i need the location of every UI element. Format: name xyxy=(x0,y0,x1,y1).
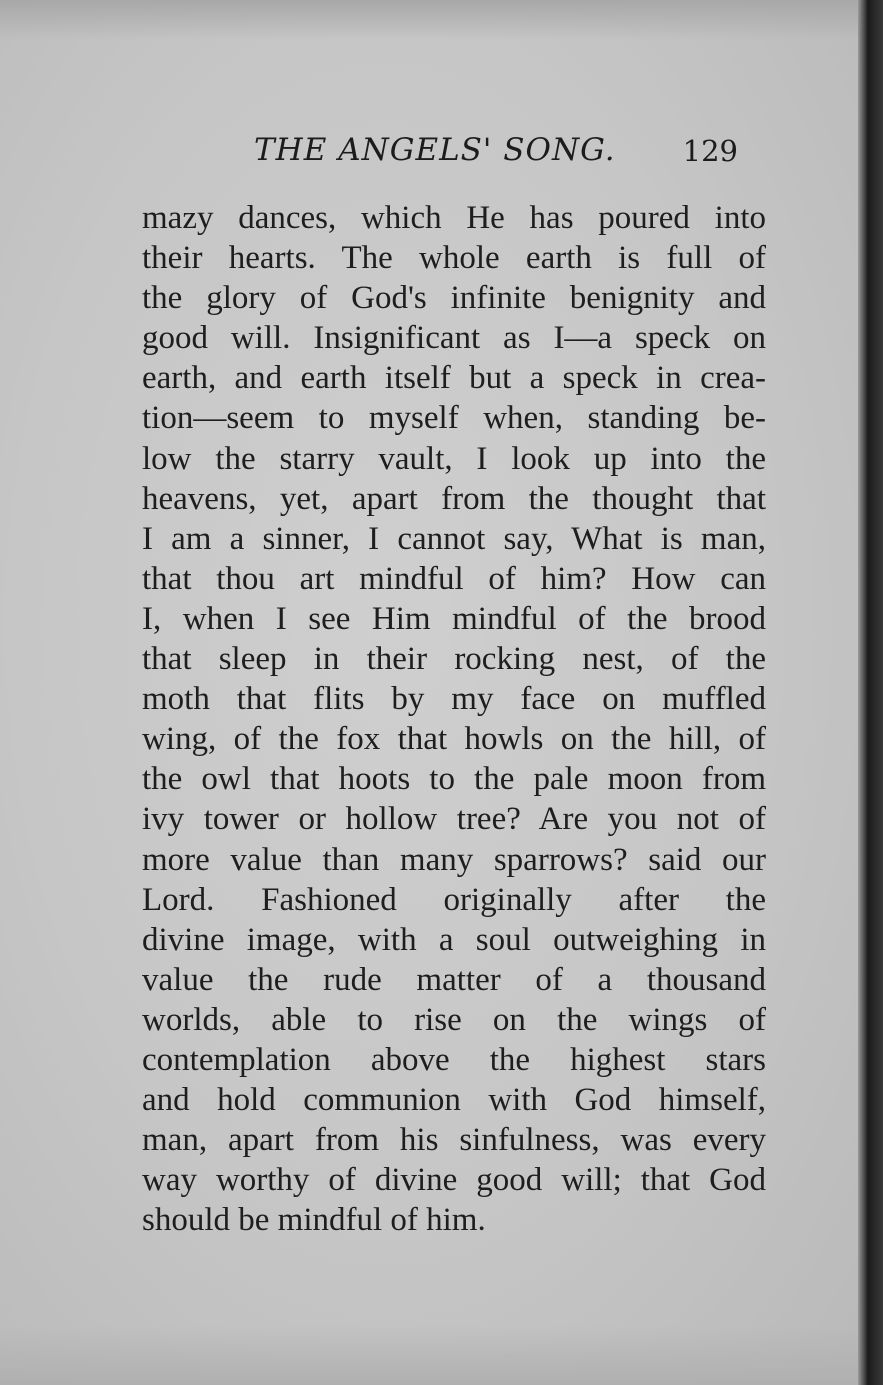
text-line: their hearts. The whole earth is full of xyxy=(142,240,766,277)
text-line: the owl that hoots to the pale moon from xyxy=(142,761,766,798)
text-line: ivy tower or hollow tree? Are you not of xyxy=(142,801,766,838)
page-shadow-top xyxy=(0,0,858,40)
text-line: the glory of God's infinite benignity and xyxy=(142,280,766,317)
text-line: I, when I see Him mindful of the brood xyxy=(142,600,766,637)
page-number: 129 xyxy=(682,134,738,168)
text-line: Lord. Fashioned originally after the xyxy=(142,881,766,918)
text-line: should be mindful of him. xyxy=(142,1202,486,1239)
body-text xyxy=(142,198,766,1240)
page-shadow-bottom xyxy=(0,1325,858,1385)
running-title: THE ANGELS' SONG. xyxy=(254,132,616,168)
text-line: value the rude matter of a thousand xyxy=(142,961,766,998)
text-line: and hold communion with God himself, xyxy=(142,1082,766,1119)
text-line: good will. Insignificant as I—a speck on xyxy=(142,320,766,357)
text-line: man, apart from his sinfulness, was every xyxy=(142,1122,766,1159)
text-line: that sleep in their rocking nest, of the xyxy=(142,641,766,678)
text-line: earth, and earth itself but a speck in crea- xyxy=(142,360,766,397)
book-spine-edge xyxy=(858,0,883,1385)
text-line: low the starry vault, I look up into the xyxy=(142,440,766,477)
text-line: tion—seem to myself when, standing be- xyxy=(142,400,766,437)
text-line: divine image, with a soul outweighing in xyxy=(142,921,766,958)
text-line: more value than many sparrows? said our xyxy=(142,841,766,878)
text-line: way worthy of divine good will; that God xyxy=(142,1162,766,1199)
text-line: mazy dances, which He has poured into xyxy=(142,200,766,236)
running-header xyxy=(140,132,760,172)
text-line: wing, of the fox that howls on the hill, of xyxy=(142,721,766,758)
text-line: that thou art mindful of him? How can xyxy=(142,560,766,597)
text-line: moth that flits by my face on muffled xyxy=(142,681,766,718)
text-line: contemplation above the highest stars xyxy=(142,1041,766,1078)
text-line: worlds, able to rise on the wings of xyxy=(142,1001,766,1038)
text-line: heavens, yet, apart from the thought that xyxy=(142,480,766,517)
text-line: I am a sinner, I cannot say, What is man, xyxy=(142,520,766,557)
